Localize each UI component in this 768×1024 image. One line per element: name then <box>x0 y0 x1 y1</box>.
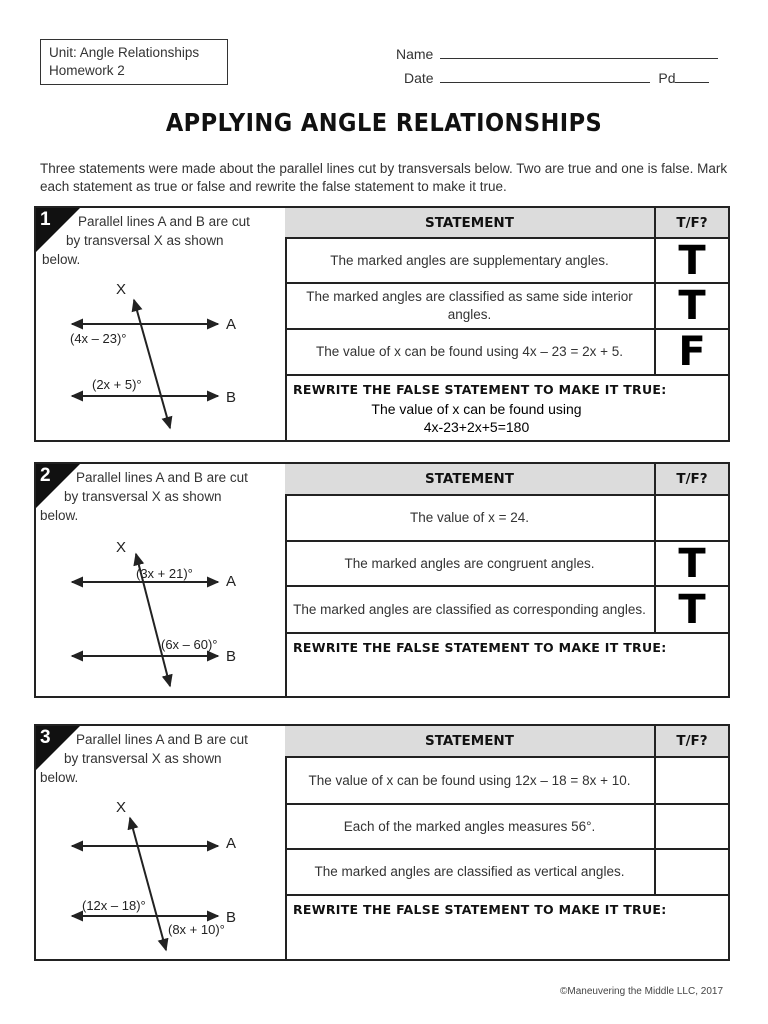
statement-text: The marked angles are classified as corresponding angles. <box>285 587 656 632</box>
prompt-line: below. <box>40 770 79 785</box>
period-label: Pd <box>658 70 676 86</box>
parallel-lines-diagram <box>36 208 285 442</box>
label-x: X <box>116 799 127 816</box>
table-header <box>285 464 728 496</box>
prompt-line: by transversal X as shown <box>66 233 224 248</box>
name-label: Name <box>396 46 434 62</box>
instructions: Three statements were made about the parallel lines cut by transversals below. Two are true and one is false. Mark each statement as true or false and rewrite the false statement to make it true. <box>40 161 728 194</box>
rewrite-label: REWRITE THE FALSE STATEMENT TO MAKE IT TRUE: <box>293 640 667 655</box>
table-row <box>285 330 728 376</box>
table-row <box>285 284 728 330</box>
tf-answer: T <box>678 586 706 633</box>
tf-cell[interactable] <box>656 496 728 540</box>
statement-header: STATEMENT <box>285 208 656 237</box>
table-row <box>285 805 728 850</box>
problem-number: 1 <box>40 209 51 230</box>
prompt-line: Parallel lines A and B are cut <box>78 214 250 229</box>
period-field[interactable] <box>675 68 709 83</box>
statement-text: The value of x = 24. <box>285 496 656 540</box>
tf-answer: F <box>678 329 706 375</box>
parallel-lines-diagram <box>36 726 285 961</box>
tf-cell[interactable] <box>656 850 728 894</box>
tf-answer: T <box>678 540 706 587</box>
unit-label: Unit: Angle Relationships <box>49 45 200 60</box>
table-row <box>285 850 728 896</box>
tf-cell[interactable] <box>656 587 728 632</box>
statement-text: Each of the marked angles measures 56°. <box>285 805 656 848</box>
problem-3 <box>34 724 730 961</box>
angle-label-1: (4x – 23)° <box>70 331 127 346</box>
angle-label-1: (3x + 21)° <box>136 566 193 581</box>
tf-answer: T <box>678 283 706 329</box>
tf-answer: T <box>678 237 706 284</box>
rewrite-label: REWRITE THE FALSE STATEMENT TO MAKE IT TRUE: <box>293 382 667 397</box>
problem-2-diagram-cell <box>36 464 287 696</box>
prompt-line: Parallel lines A and B are cut <box>76 732 248 747</box>
angle-label-1: (12x – 18)° <box>82 898 146 913</box>
problem-number: 2 <box>40 465 51 486</box>
prompt-line: below. <box>42 252 81 267</box>
tf-header: T/F? <box>676 214 708 231</box>
statement-text: The marked angles are supplementary angles. <box>285 239 656 282</box>
homework-label: Homework 2 <box>49 63 125 78</box>
label-b: B <box>226 389 237 406</box>
rewrite-label: REWRITE THE FALSE STATEMENT TO MAKE IT TRUE: <box>293 902 667 917</box>
transversal-x <box>130 818 166 950</box>
date-line <box>404 68 709 86</box>
statement-header: STATEMENT <box>285 726 656 756</box>
angle-label-2: (2x + 5)° <box>92 377 142 392</box>
table-row <box>285 542 728 587</box>
statement-header: STATEMENT <box>285 464 656 494</box>
problem-number: 3 <box>40 727 51 748</box>
prompt-line: Parallel lines A and B are cut <box>76 470 248 485</box>
statement-text: The marked angles are congruent angles. <box>285 542 656 585</box>
label-x: X <box>116 539 127 556</box>
problem-1 <box>34 206 730 442</box>
label-x: X <box>116 281 127 298</box>
tf-cell[interactable] <box>656 284 728 328</box>
tf-cell[interactable] <box>656 542 728 585</box>
table-row <box>285 239 728 284</box>
label-b: B <box>226 648 237 665</box>
date-label: Date <box>404 70 434 86</box>
label-a: A <box>226 835 237 852</box>
tf-cell[interactable] <box>656 758 728 803</box>
tf-cell[interactable] <box>656 330 728 374</box>
table-row <box>285 587 728 634</box>
name-line <box>396 44 718 62</box>
unit-box <box>40 39 228 85</box>
table-row <box>285 758 728 805</box>
problem-3-diagram-cell <box>36 726 287 959</box>
prompt-line: by transversal X as shown <box>64 751 222 766</box>
statement-text: The value of x can be found using 12x – 18 = 8x + 10. <box>285 758 656 803</box>
tf-header: T/F? <box>676 471 708 487</box>
answer-line: 4x-23+2x+5=180 <box>423 419 530 435</box>
statement-text: The value of x can be found using 4x – 23 = 2x + 5. <box>285 330 656 374</box>
copyright-footer: ©Maneuvering the Middle LLC, 2017 <box>560 986 724 997</box>
table-row <box>285 496 728 542</box>
label-a: A <box>226 573 237 590</box>
angle-label-2: (6x – 60)° <box>161 637 218 652</box>
label-a: A <box>226 316 237 333</box>
answer-line: The value of x can be found using <box>371 401 582 417</box>
table-header <box>285 208 728 239</box>
statement-text: The marked angles are classified as same side interior angles. <box>285 284 656 328</box>
problem-1-diagram-cell <box>36 208 287 440</box>
angle-label-2: (8x + 10)° <box>168 922 225 937</box>
page-title: APPLYING ANGLE RELATIONSHIPS <box>165 108 603 137</box>
label-b: B <box>226 909 237 926</box>
date-field[interactable] <box>440 68 650 83</box>
transversal-x <box>134 300 170 428</box>
problem-2 <box>34 462 730 698</box>
parallel-lines-diagram <box>36 464 285 698</box>
statement-text: The marked angles are classified as vertical angles. <box>285 850 656 894</box>
tf-header: T/F? <box>676 733 708 749</box>
tf-cell[interactable] <box>656 239 728 282</box>
name-field[interactable] <box>440 44 718 59</box>
table-header <box>285 726 728 758</box>
prompt-line: by transversal X as shown <box>64 489 222 504</box>
tf-cell[interactable] <box>656 805 728 848</box>
prompt-line: below. <box>40 508 79 523</box>
rewrite-answer <box>285 400 728 436</box>
